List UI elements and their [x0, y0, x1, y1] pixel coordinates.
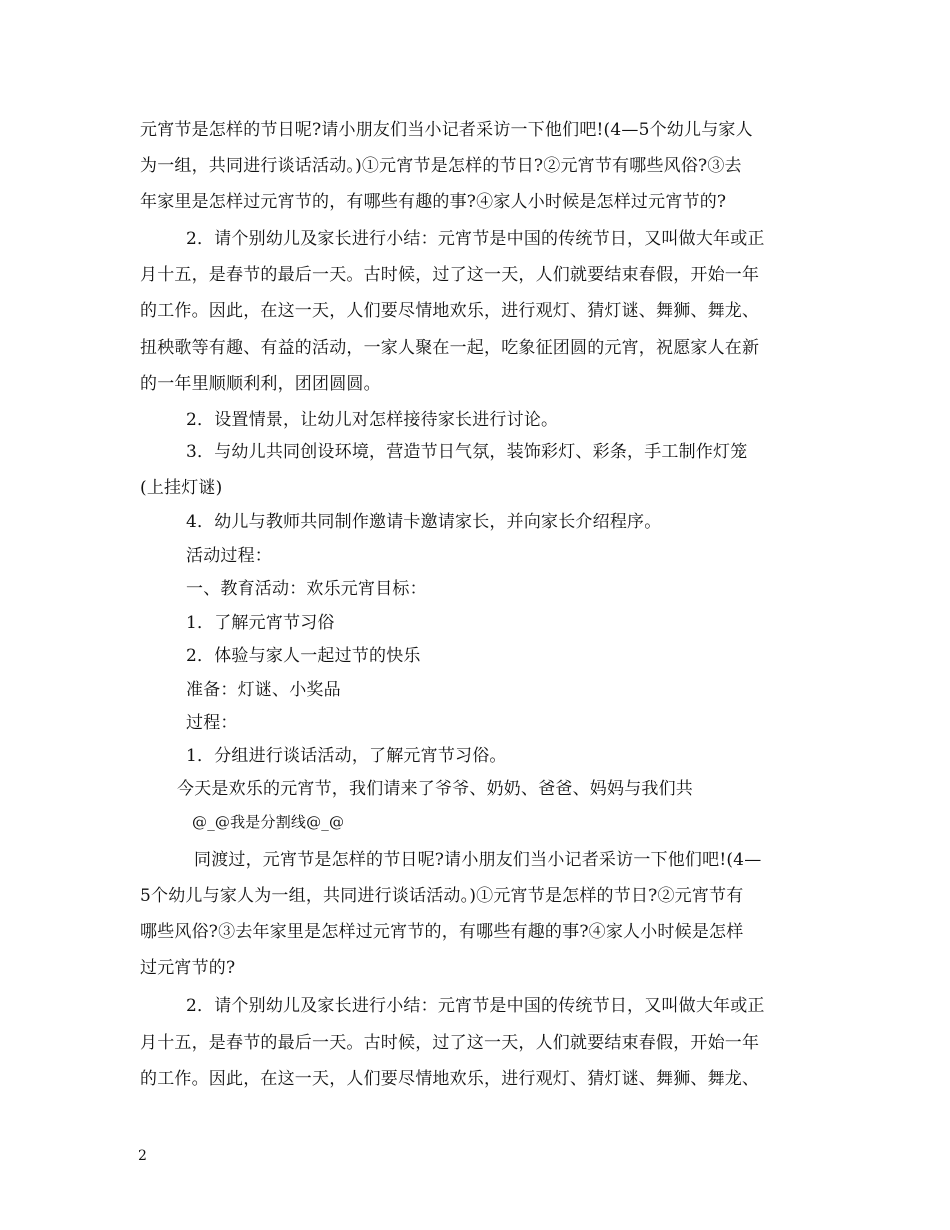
text-line: 准备：灯谜、小奖品 — [186, 680, 341, 700]
text-line: 元宵节是怎样的节日呢?请小朋友们当小记者采访一下他们吧!(4—5个幼儿与家人 — [140, 120, 753, 140]
text-line: 的一年里顺顺利利，团团圆圆。 — [140, 374, 381, 394]
text-line: 2．设置情景，让幼儿对怎样接待家长进行讨论。 — [186, 410, 559, 430]
text-line: 2．请个别幼儿及家长进行小结：元宵节是中国的传统节日，又叫做大年或正 — [186, 229, 765, 249]
text-line: 过元宵节的? — [140, 958, 236, 978]
list-item: 1．分组进行谈话活动，了解元宵节习俗。 — [186, 746, 507, 766]
text-line: 月十五，是春节的最后一天。古时候，过了这一天，人们就要结束春假，开始一年 — [140, 265, 760, 285]
separator-line: @_@我是分割线@_@ — [192, 813, 345, 831]
list-item: 2．体验与家人一起过节的快乐 — [186, 646, 421, 666]
page-number: 2 — [138, 1148, 147, 1164]
text-line: 今天是欢乐的元宵节，我们请来了爷爷、奶奶、爸爸、妈妈与我们共 — [177, 779, 693, 799]
text-line: 哪些风俗?③去年家里是怎样过元宵节的，有哪些有趣的事?④家人小时候是怎样 — [140, 922, 744, 942]
text-line: 4．幼儿与教师共同制作邀请卡邀请家长，并向家长介绍程序。 — [186, 512, 662, 532]
text-line: 为一组，共同进行谈话活动。)①元宵节是怎样的节日?②元宵节有哪些风俗?③去 — [140, 156, 742, 176]
list-item: 1．了解元宵节习俗 — [186, 613, 335, 633]
text-line: 的工作。因此，在这一天，人们要尽情地欢乐，进行观灯、猜灯谜、舞狮、舞龙、 — [140, 1069, 760, 1089]
text-line: 2．请个别幼儿及家长进行小结：元宵节是中国的传统节日，又叫做大年或正 — [186, 996, 765, 1016]
section-heading: 一、教育活动：欢乐元宵目标： — [186, 579, 427, 599]
section-heading: 活动过程： — [186, 546, 272, 566]
text-line: 同渡过，元宵节是怎样的节日呢?请小朋友们当小记者采访一下他们吧!(4— — [194, 850, 762, 870]
text-line: 过程： — [186, 713, 238, 733]
text-line: 3．与幼儿共同创设环境，营造节日气氛，装饰彩灯、彩条，手工制作灯笼 — [186, 442, 748, 462]
text-line: 的工作。因此，在这一天，人们要尽情地欢乐，进行观灯、猜灯谜、舞狮、舞龙、 — [140, 301, 760, 321]
text-line: 扭秧歌等有趣、有益的活动，一家人聚在一起，吃象征团圆的元宵，祝愿家人在新 — [140, 338, 760, 358]
text-line: 年家里是怎样过元宵节的，有哪些有趣的事?④家人小时候是怎样过元宵节的? — [140, 192, 727, 212]
text-line: 月十五，是春节的最后一天。古时候，过了这一天，人们就要结束春假，开始一年 — [140, 1033, 760, 1053]
text-line: (上挂灯谜) — [140, 478, 223, 498]
text-line: 5个幼儿与家人为一组，共同进行谈话活动。)①元宵节是怎样的节日?②元宵节有 — [140, 886, 744, 906]
